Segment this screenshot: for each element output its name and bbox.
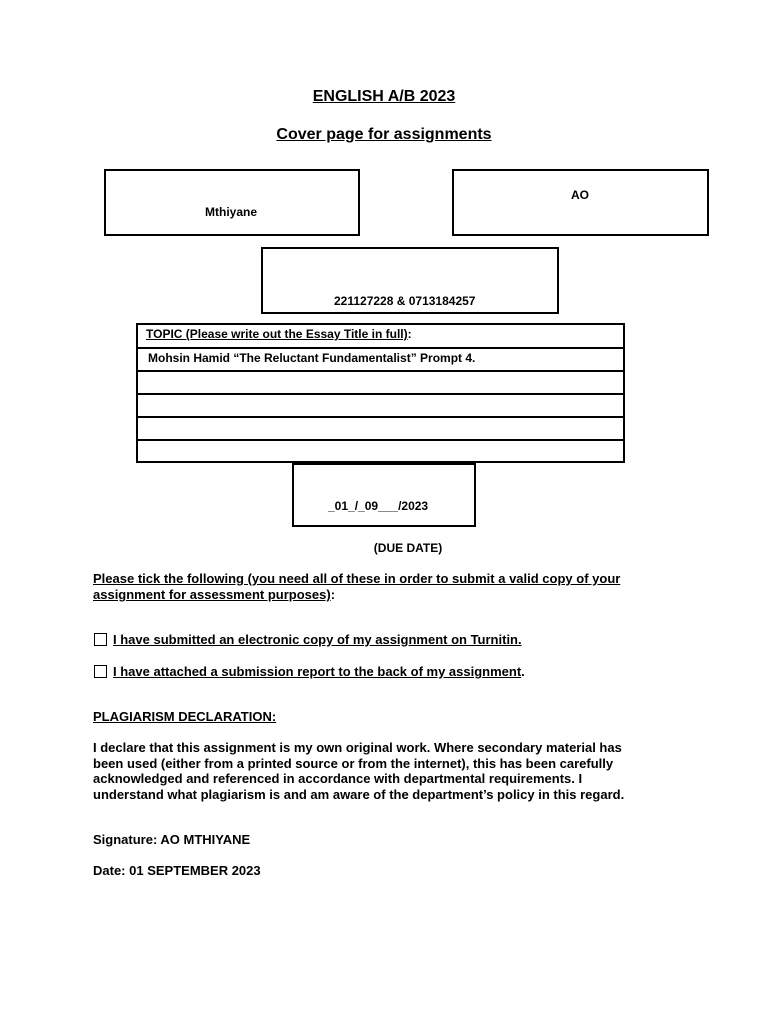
due-date-label: (DUE DATE) <box>373 541 443 555</box>
topic-label: TOPIC (Please write out the Essay Title in full) <box>146 327 408 341</box>
initials-value: AO <box>571 188 589 202</box>
student-number-value: 221127228 & 0713184257 <box>334 294 476 308</box>
submission-report-item-suffix: . <box>521 664 525 679</box>
submission-report-checkbox[interactable] <box>94 665 107 678</box>
checklist-instruction-line1 <box>93 571 620 586</box>
topic-blank-row-2[interactable] <box>138 395 623 418</box>
checklist-instruction-colon: : <box>330 587 336 602</box>
declaration-paragraph <box>93 740 693 802</box>
checklist-instruction-text-1: Please tick the following (you need all of these in order to submit a valid copy of your <box>93 571 621 586</box>
turnitin-checkbox[interactable] <box>94 633 107 646</box>
topic-title: Mohsin Hamid “The Reluctant Fundamentalist” Prompt 4. <box>148 351 476 365</box>
declaration-line: I declare that this assignment is my own original work. Where secondary material has <box>93 740 622 755</box>
initials-box[interactable] <box>452 169 709 236</box>
topic-table <box>136 323 625 463</box>
signature-line: Signature: AO MTHIYANE <box>93 832 251 847</box>
topic-blank-row-1[interactable] <box>138 372 623 395</box>
due-date-value: _01_/_09___/2023 <box>328 499 429 513</box>
declaration-line: acknowledged and referenced in accordance with departmental requirements. I <box>93 771 583 786</box>
topic-blank-row-3[interactable] <box>138 418 623 441</box>
checklist-instruction-line2 <box>93 587 335 602</box>
declaration-heading: PLAGIARISM DECLARATION: <box>93 709 277 724</box>
submission-report-item <box>113 664 525 679</box>
checklist-instruction-text-2: assignment for assessment purposes) <box>93 587 331 602</box>
due-date-box[interactable] <box>292 463 476 527</box>
turnitin-item <box>113 632 522 647</box>
declaration-line: understand what plagiarism is and am aware of the department’s policy in this regard. <box>93 786 625 802</box>
student-number-box[interactable] <box>261 247 559 314</box>
topic-blank-row-4[interactable] <box>138 441 623 461</box>
topic-title-row[interactable] <box>138 349 623 372</box>
surname-box[interactable] <box>104 169 360 236</box>
declaration-line: been used (either from a printed source or from the internet), this has been carefully <box>93 755 614 771</box>
document-subtitle: Cover page for assignments <box>276 126 492 143</box>
surname-value: Mthiyane <box>205 205 258 219</box>
topic-label-row <box>138 325 623 349</box>
submission-report-item-label: I have attached a submission report to the back of my assignment <box>113 664 522 679</box>
topic-label-colon: : <box>407 327 412 341</box>
document-title: ENGLISH A/B 2023 <box>312 88 456 105</box>
date-line: Date: 01 SEPTEMBER 2023 <box>93 863 261 878</box>
turnitin-item-label: I have submitted an electronic copy of my assignment on Turnitin. <box>113 632 522 647</box>
